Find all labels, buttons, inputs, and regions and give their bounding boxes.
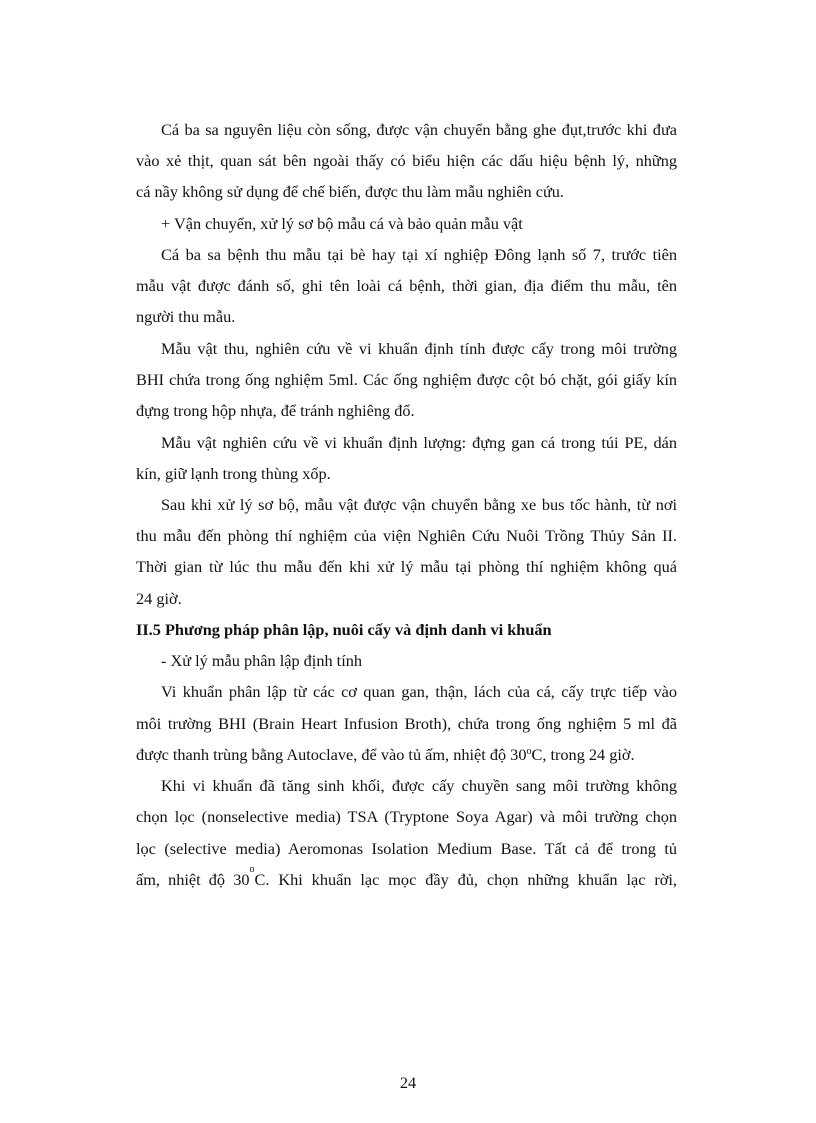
text-line: kín, giữ lạnh trong thùng xốp. [136,464,331,483]
page-number: 24 [399,1073,417,1092]
superscript: o [249,864,255,875]
text-line: ấm, nhiệt độ 30 o C. Khi khuẩn lạc mọc đầy đủ, chọn những khuẩn lạc rời, [136,864,677,889]
text-line: được thanh trùng bằng Autoclave, để vào tủ ấm, nhiệt độ 30$^o$C, trong 24 giờ. [136,745,635,764]
text-line: người thu mẫu. [136,307,236,326]
text-line: 24 giờ. [136,589,182,608]
text-line: Mẫu vật nghiên cứu về vi khuẩn định lượng: đựng gan cá trong túi PE, dán [161,433,677,452]
text-line: Cá ba sa nguyên liệu còn sống, được vận chuyển bằng ghe đụt,trước khi đưa [161,120,677,139]
section-heading: II.5 Phương pháp phân lập, nuôi cấy và định danh vi khuẩn [136,620,552,639]
superscript: o [526,746,532,757]
text-line: Vi khuẩn phân lập từ các cơ quan gan, thận, lách của cá, cấy trực tiếp vào [161,682,677,701]
text-line: cá nầy không sử dụng để chế biến, được thu làm mẫu nghiên cứu. [136,182,564,201]
text-line: Cá ba sa bệnh thu mẫu tại bè hay tại xí nghiệp Đông lạnh số 7, trước tiên [161,245,677,264]
text-line: + Vận chuyển, xử lý sơ bộ mẫu cá và bảo quản mẫu vật [161,214,523,233]
text-line: - Xử lý mẫu phân lập định tính [161,651,363,670]
text-line: môi trường BHI (Brain Heart Infusion Broth), chứa trong ống nghiệm 5 ml đã [136,714,677,733]
text-line: Khi vi khuẩn đã tăng sinh khối, được cấy chuyền sang môi trường không [161,776,677,795]
text-line: vào xẻ thịt, quan sát bên ngoài thấy có biểu hiện các dấu hiệu bệnh lý, những [136,151,677,170]
text-line: Sau khi xử lý sơ bộ, mẫu vật được vận chuyển bằng xe bus tốc hành, từ nơi [161,495,677,514]
text-line: lọc (selective media) Aeromonas Isolation Medium Base. Tất cả để trong tủ [136,839,677,858]
text-line: thu mẫu đến phòng thí nghiệm của viện Nghiên Cứu Nuôi Trồng Thủy Sản II. [136,526,677,545]
text-line: chọn lọc (nonselective media) TSA (Tryptone Soya Agar) và môi trường chọn [136,807,677,826]
text-line: Mẫu vật thu, nghiên cứu về vi khuẩn định tính được cấy trong môi trường [161,339,677,358]
text-line: Thời gian từ lúc thu mẫu đến khi xử lý mẫu tại phòng thí nghiệm không quá [136,557,677,576]
text-line: đựng trong hộp nhựa, để tránh nghiêng đổ. [136,401,415,420]
text-line: BHI chứa trong ống nghiệm 5ml. Các ống nghiệm được cột bó chặt, gói giấy kín [136,370,677,389]
text-line: mẫu vật được đánh số, ghi tên loài cá bệnh, thời gian, địa điểm thu mẫu, tên [136,276,677,295]
